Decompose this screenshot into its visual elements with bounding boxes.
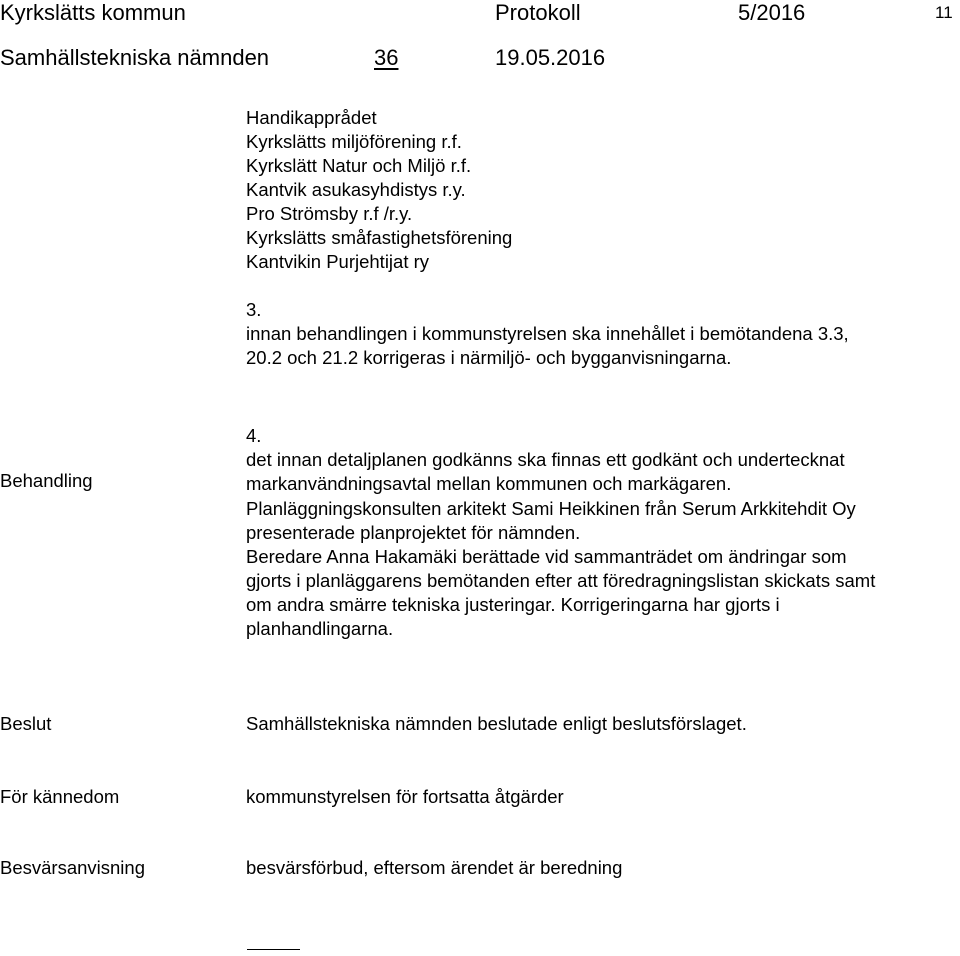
item-line: det innan detaljplanen godkänns ska finnas ett godkänt och undertecknat: [246, 449, 845, 470]
section-number: 36: [374, 45, 399, 70]
paragraph-line: gjorts i planläggarens bemötanden efter att föredragningslistan skickats samt: [246, 570, 876, 591]
list-item: Kyrkslätt Natur och Miljö r.f.: [246, 155, 472, 176]
paragraph-line: om andra smärre tekniska justeringar. Korrigeringarna har gjorts i: [246, 594, 780, 615]
besvarsanvisning-text: besvärsförbud, eftersom ärendet är beredning: [246, 857, 623, 878]
behandling-paragraph-1: [246, 497, 856, 545]
for-kannedom-text: kommunstyrelsen för fortsatta åtgärder: [246, 786, 564, 807]
paragraph-line: planhandlingarna.: [246, 618, 394, 639]
document-type: Protokoll: [495, 0, 581, 25]
paragraph-line: Planläggningskonsulten arkitekt Sami Heikkinen från Serum Arkkitehdit Oy: [246, 498, 856, 519]
item-number: 3.: [246, 299, 262, 320]
paragraph-line: presenterade planprojektet för nämnden.: [246, 522, 581, 543]
organization-list: [246, 106, 512, 274]
paragraph-line: Beredare Anna Hakamäki berättade vid sammanträdet om ändringar som: [246, 546, 847, 567]
item-number: 4.: [246, 425, 262, 446]
behandling-paragraph-2: [246, 545, 875, 641]
closing-rule: [247, 949, 300, 950]
committee-name: Samhällstekniska nämnden: [0, 45, 270, 70]
item-line: 20.2 och 21.2 korrigeras i närmiljö- och bygganvisningarna.: [246, 347, 732, 368]
list-item: Kyrkslätts miljöförening r.f.: [246, 131, 462, 152]
list-item: Kantvik asukasyhdistys r.y.: [246, 179, 466, 200]
besvarsanvisning-label: Besvärsanvisning: [0, 857, 145, 878]
item-line: markanvändningsavtal mellan kommunen och markägaren.: [246, 473, 732, 494]
item-3: [246, 298, 849, 370]
list-item: Kyrkslätts småfastighetsförening: [246, 227, 513, 248]
page-number: 11: [935, 3, 953, 22]
item-line: innan behandlingen i kommunstyrelsen ska innehållet i bemötandena 3.3,: [246, 323, 849, 344]
beslut-label: Beslut: [0, 713, 52, 734]
meeting-date: 19.05.2016: [495, 45, 606, 70]
document-number: 5/2016: [738, 0, 806, 25]
beslut-text: Samhällstekniska nämnden beslutade enligt beslutsförslaget.: [246, 713, 747, 734]
for-kannedom-label: För kännedom: [0, 786, 120, 807]
municipality-name: Kyrkslätts kommun: [0, 0, 186, 25]
list-item: Handikapprådet: [246, 107, 377, 128]
item-4: [246, 424, 845, 496]
list-item: Kantvikin Purjehtijat ry: [246, 251, 430, 272]
behandling-label: Behandling: [0, 470, 93, 491]
list-item: Pro Strömsby r.f /r.y.: [246, 203, 413, 224]
